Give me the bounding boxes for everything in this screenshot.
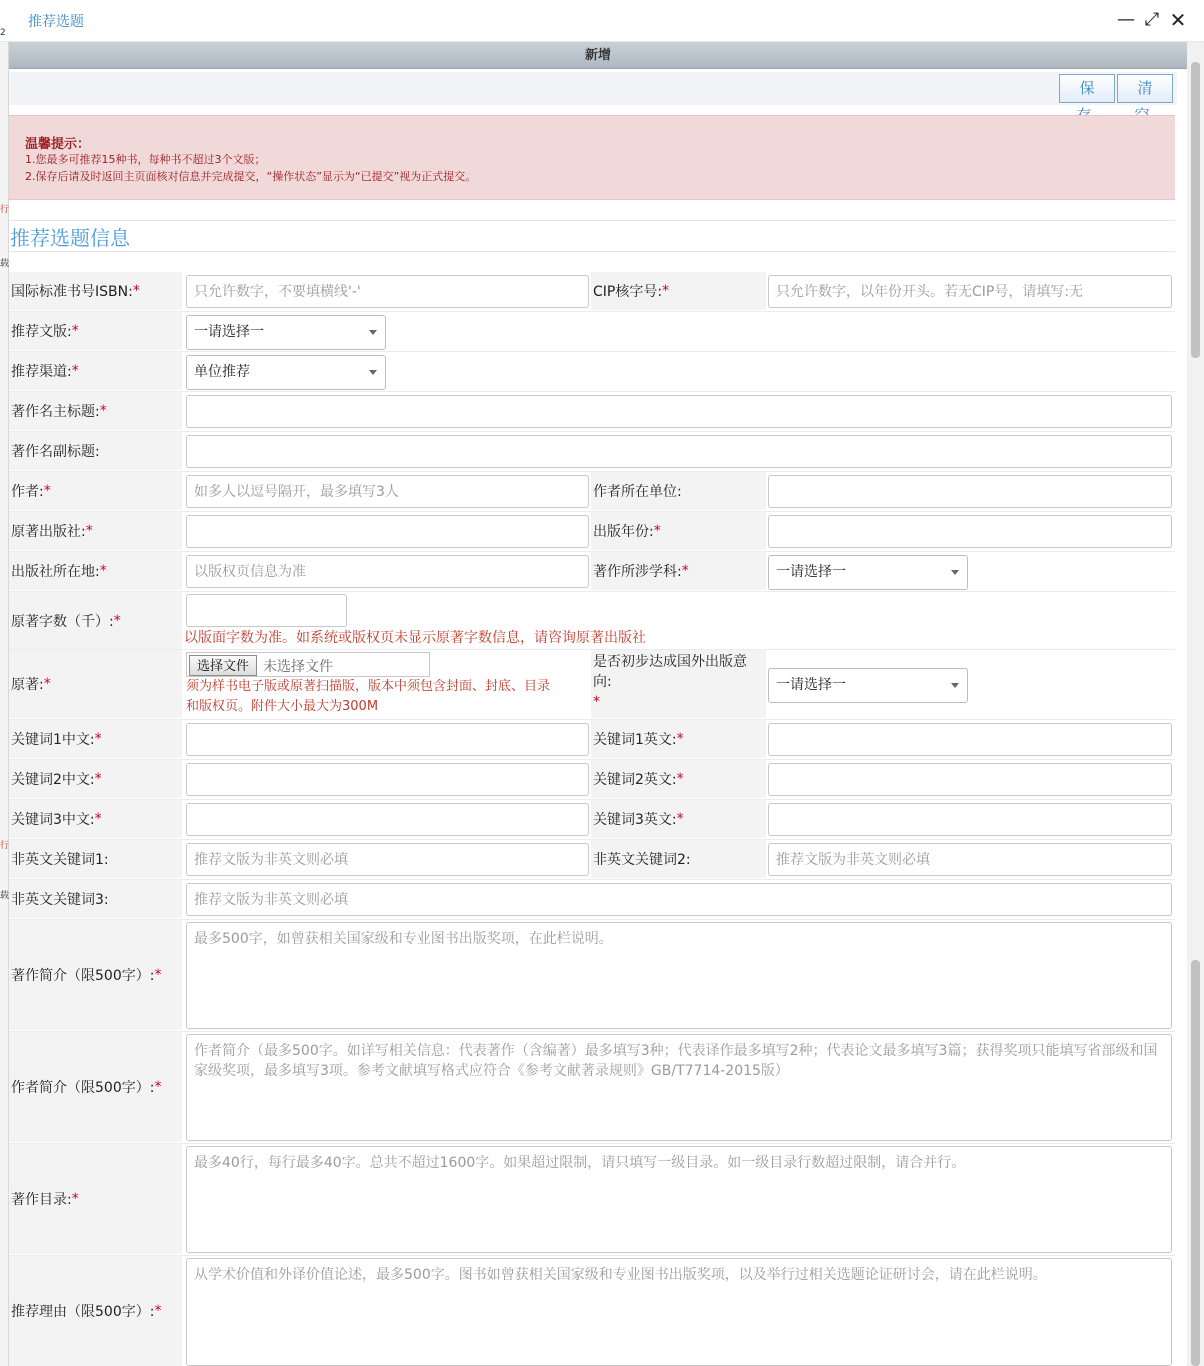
strip-mark: 载 [0, 259, 10, 269]
kw1-cn-label: 关键词1中文: * [9, 720, 182, 758]
chevron-down-icon [369, 330, 377, 335]
dialog-header: 新增 [9, 42, 1187, 69]
author-unit-label: 作者所在单位: [591, 472, 766, 510]
kw2-cn-label: 关键词2中文: * [9, 760, 182, 798]
kw3-en-label: 关键词3英文: * [591, 800, 766, 838]
notice-line-1: 1.您最多可推荐15种书，每种书不超过3个文版； [25, 153, 266, 166]
notice-title: 温馨提示： [25, 137, 91, 152]
edition-select[interactable] [186, 315, 386, 350]
subtitle-label: 著作名副标题: [9, 432, 182, 470]
nonen-kw2-input[interactable] [768, 843, 1172, 876]
nonen-kw2-label: 非英文关键词2: [591, 840, 766, 878]
chevron-down-icon [951, 570, 959, 575]
notice-box [9, 115, 1175, 200]
author-intro-textarea[interactable] [186, 1034, 1172, 1141]
chevron-down-icon [951, 683, 959, 688]
row-divider [9, 1255, 1175, 1256]
channel-label: 推荐渠道: * [9, 352, 182, 390]
kw3-en-input[interactable] [768, 803, 1172, 836]
edition-label: 推荐文版: * [9, 312, 182, 350]
kw1-en-input[interactable] [768, 723, 1172, 756]
foreign-intent-select-value: 一请选择一 [776, 677, 846, 693]
maximize-icon[interactable]: ⤢ [1144, 9, 1160, 30]
intro-label: 著作简介（限500字）: * [9, 920, 182, 1030]
row-divider [9, 879, 1175, 880]
nonen-kw3-input[interactable] [186, 883, 1172, 916]
strip-mark: 行 [0, 205, 10, 215]
section-divider [9, 220, 1175, 221]
section-divider [9, 251, 1175, 252]
row-divider [9, 351, 1175, 352]
kw2-cn-input[interactable] [186, 763, 589, 796]
intro-textarea[interactable] [186, 922, 1172, 1029]
section-title: 推荐选题信息 [10, 226, 130, 250]
subtitle-input[interactable] [186, 435, 1172, 468]
file-status: 未选择文件 [263, 659, 333, 675]
isbn-label: 国际标准书号ISBN: * [9, 272, 182, 310]
notice-line-2: 2.保存后请及时返回主页面核对信息并完成提交，“操作状态”显示为“已提交”视为正式提交。 [25, 170, 477, 183]
clear-button[interactable]: 清 [1117, 74, 1173, 103]
row-divider [9, 1143, 1175, 1144]
main-title-input[interactable] [186, 395, 1172, 428]
strip-mark: 2 [0, 28, 6, 38]
window-title-bar [0, 0, 1204, 42]
minimize-icon[interactable]: — [1117, 9, 1135, 30]
foreign-intent-select[interactable] [768, 668, 968, 703]
vertical-scrollbar[interactable] [1187, 42, 1204, 1366]
chevron-down-icon [369, 370, 377, 375]
strip-mark: 行 [0, 841, 10, 851]
row-divider [9, 391, 1175, 392]
isbn-input[interactable] [186, 275, 589, 308]
channel-select[interactable] [186, 355, 386, 390]
original-hint-1: 须为样书电子版或原著扫描版，版本中须包含封面、封底、目录 [186, 679, 551, 694]
file-picker [186, 652, 430, 677]
original-hint-2: 和版权页。附件大小最大为300M [186, 699, 379, 714]
author-label: 作者: * [9, 472, 182, 510]
publisher-input[interactable] [186, 515, 589, 548]
row-divider [9, 1031, 1175, 1032]
author-intro-label: 作者简介（限500字）: * [9, 1032, 182, 1142]
nonen-kw1-label: 非英文关键词1: [9, 840, 182, 878]
cip-input[interactable] [768, 275, 1172, 308]
pub-place-input[interactable] [186, 555, 589, 588]
original-label: 原著: * [9, 650, 182, 718]
toc-textarea[interactable] [186, 1146, 1172, 1253]
reason-textarea[interactable] [186, 1258, 1172, 1366]
word-count-hint: 以版面字数为准。如系统或版权页未显示原著字数信息，请咨询原著出版社 [184, 630, 646, 646]
close-icon[interactable]: ✕ [1169, 8, 1187, 32]
pub-year-input[interactable] [768, 515, 1172, 548]
kw1-cn-input[interactable] [186, 723, 589, 756]
publisher-label: 原著出版社: * [9, 512, 182, 550]
main-title-label: 著作名主标题: * [9, 392, 182, 430]
author-unit-input[interactable] [768, 475, 1172, 508]
foreign-intent-label: 是否初步达成国外出版意 向: * [591, 650, 766, 718]
cip-label: CIP核字号: * [591, 272, 766, 310]
kw3-cn-input[interactable] [186, 803, 589, 836]
row-divider [9, 591, 1175, 592]
inner-scroll-thumb[interactable] [1191, 960, 1200, 1366]
pub-place-label: 出版社所在地: * [9, 552, 182, 590]
pub-year-label: 出版年份: * [591, 512, 766, 550]
word-count-input[interactable] [186, 594, 347, 627]
channel-select-value: 单位推荐 [194, 364, 250, 380]
kw2-en-label: 关键词2英文: * [591, 760, 766, 798]
kw1-en-label: 关键词1英文: * [591, 720, 766, 758]
toolbar [9, 72, 1177, 105]
author-input[interactable] [186, 475, 589, 508]
subject-label: 著作所涉学科: * [591, 552, 766, 590]
row-divider [9, 311, 1175, 312]
reason-label: 推荐理由（限500字）: * [9, 1256, 182, 1366]
row-divider [9, 431, 1175, 432]
strip-mark: 载 [0, 891, 10, 901]
edition-select-value: 一请选择一 [194, 324, 264, 340]
choose-file-button[interactable]: 选择文件 [189, 655, 257, 676]
subject-select[interactable] [768, 555, 968, 590]
nonen-kw3-label: 非英文关键词3: [9, 880, 182, 918]
window-title: 推荐选题 [28, 14, 84, 30]
outer-scroll-thumb[interactable] [1191, 62, 1200, 358]
row-divider [9, 919, 1175, 920]
nonen-kw1-input[interactable] [186, 843, 589, 876]
save-button[interactable]: 保 [1059, 74, 1115, 103]
kw2-en-input[interactable] [768, 763, 1172, 796]
subject-select-value: 一请选择一 [776, 564, 846, 580]
toc-label: 著作目录: * [9, 1144, 182, 1254]
kw3-cn-label: 关键词3中文: * [9, 800, 182, 838]
word-count-label: 原著字数（千）: * [9, 592, 182, 649]
background-page-strip [0, 28, 10, 1366]
